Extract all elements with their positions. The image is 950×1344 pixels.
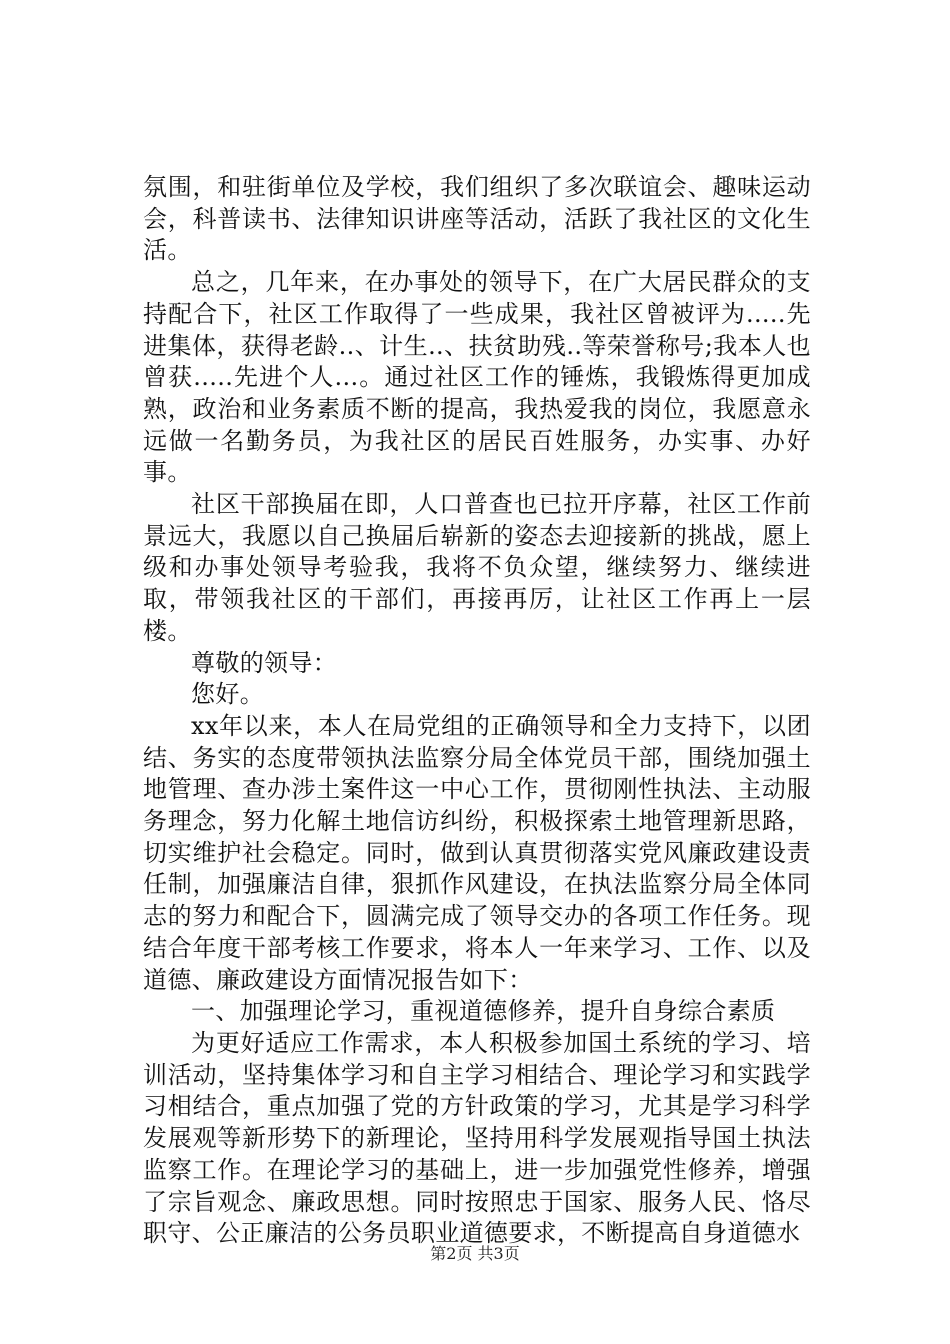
greeting: 您好。 bbox=[191, 680, 265, 709]
page-footer bbox=[0, 1244, 950, 1264]
salutation: 尊敬的领导： bbox=[191, 648, 338, 677]
document-body bbox=[143, 172, 811, 1250]
paragraph-section-1: 为更好适应工作需求，本人积极参加国土系统的学习、培训活动，坚持集体学习和自主学习相结合、理论学习和实践学习相结合，重点加强了党的方针政策的学习，尤其是学习科学发展观等新形势下的新理论，坚持用科学发展观指导国土执法监察工作。在理论学习的基础上，进一步加强党性修养，增强了宗旨观念、廉政思想。同时按照忠于国家、服务人民、恪尽职守、公正廉洁的公务员职业道德要求，不断提高自身道德水 bbox=[143, 1028, 811, 1248]
section-heading-1: 一、加强理论学习，重视道德修养，提升自身综合素质 bbox=[191, 997, 776, 1026]
paragraph-report-intro: xx年以来，本人在局党组的正确领导和全力支持下，以团结、务实的态度带领执法监察分局全体党员干部，围绕加强土地管理、查办涉土案件这一中心工作，贯彻刚性执法、主动服务理念，努力化解土地信访纠纷，积极探索土地管理新思路，切实维护社会稳定。同时，做到认真贯彻落实党风廉政建设责任制，加强廉洁自律，狠抓作风建设，在执法监察分局全体同志的努力和配合下，圆满完成了领导交办的各项工作任务。现结合年度干部考核工作要求，将本人一年来学习、工作、以及道德、廉政建设方面情况报告如下： bbox=[143, 711, 811, 994]
paragraph-2: 总之，几年来，在办事处的领导下，在广大居民群众的支持配合下，社区工作取得了一些成果，我社区曾被评为.....先进集体，获得老龄..、计生..、扶贫助残..等荣誉称号;我本人也曾获.....先进个人...。通过社区工作的锤炼，我锻炼得更加成熟，政治和业务素质不断的提高，我热爱我的岗位，我愿意永远做一名勤务员，为我社区的居民百姓服务，办实事、办好事。 bbox=[143, 268, 811, 487]
paragraph-1: 氛围，和驻街单位及学校，我们组织了多次联谊会、趣味运动会，科普读书、法律知识讲座等活动，活跃了我社区的文化生活。 bbox=[143, 173, 811, 265]
paragraph-3: 社区干部换届在即，人口普查也已拉开序幕，社区工作前景远大，我愿以自己换届后崭新的姿态去迎接新的挑战，愿上级和办事处领导考验我，我将不负众望，继续努力、继续进取，带领我社区的干部们，再接再厉，让社区工作再上一层楼。 bbox=[143, 490, 811, 645]
page-number-label: 第2页 共3页 bbox=[430, 1244, 520, 1263]
